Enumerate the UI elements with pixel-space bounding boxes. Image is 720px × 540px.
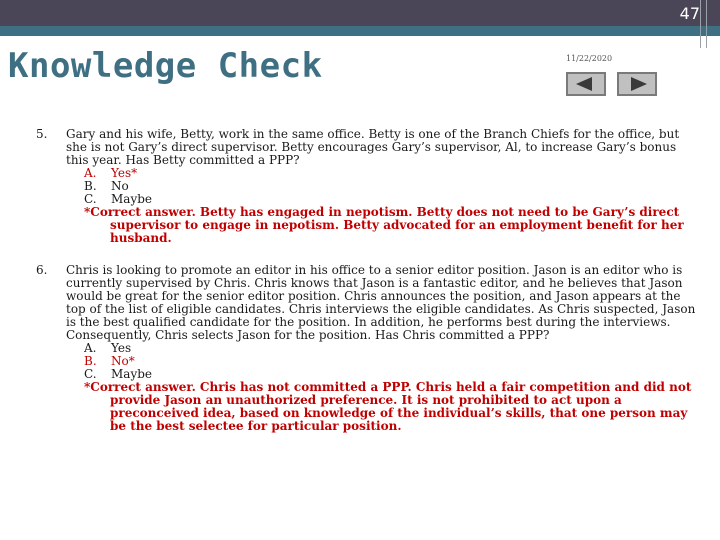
decorative-line	[700, 0, 701, 48]
option-text: No	[111, 179, 129, 193]
page-title: Knowledge Check	[8, 46, 323, 86]
option-letter: C.	[84, 367, 97, 381]
option-b	[84, 180, 696, 193]
option-b	[84, 355, 696, 368]
correct-answer-explanation: *Correct answer. Chris has not committed a PPP. Chris held a fair competition and did not provide Jason an unauthorized preference. It is not prohibited to act upon a preconceived idea, based on knowledge of the individual’s skills, that one person may be the best selectee for particular position.	[84, 380, 692, 433]
option-letter: B.	[84, 179, 97, 193]
forward-arrow-icon	[619, 74, 655, 94]
option-a	[84, 167, 696, 180]
question-text: Gary and his wife, Betty, work in the same office. Betty is one of the Branch Chiefs for the office, but she is not Gary’s direct supervisor. Betty encourages Gary’s supervisor, Al, to increase Gary’s bonus this year. Has Betty committed a PPP?	[66, 127, 680, 167]
option-letter: B.	[84, 354, 97, 368]
question-text: Chris is looking to promote an editor in his office to a senior editor position. Jason is an editor who is currently supervised by Chris. Chris knows that Jason is a fantastic editor, and he believes that Jason would be great for the senior editor position. Chris announces the position, and Jason appears at the top of the list of eligible candidates. Chris interviews the eligible candidates. As Chris suspected, Jason is the best qualified candidate for the position. In addition, he performs best during the interviews. Consequently, Chris selects Jason for the position. Has Chris committed a PPP?	[66, 263, 696, 342]
correct-answer-explanation: *Correct answer. Betty has engaged in nepotism. Betty does not need to be Gary’s direct supervisor to engage in nepotism. Betty advocated for an employment benefit for her husband.	[84, 205, 684, 245]
option-letter: A.	[84, 166, 97, 180]
option-text: Maybe	[111, 192, 153, 206]
question-number: 5.	[36, 127, 48, 141]
question-number: 6.	[36, 263, 48, 277]
option-text: No*	[111, 354, 135, 368]
question-5	[36, 128, 696, 245]
question-6	[36, 264, 696, 433]
option-text: Yes*	[111, 166, 138, 180]
slide-date: 11/22/2020	[566, 54, 613, 63]
option-a	[84, 342, 696, 355]
back-arrow-icon	[568, 74, 604, 94]
previous-slide-button[interactable]	[566, 72, 606, 96]
slide-number: 47	[679, 4, 700, 23]
option-text: Maybe	[111, 367, 153, 381]
option-letter: A.	[84, 341, 97, 355]
next-slide-button[interactable]	[617, 72, 657, 96]
top-bar	[0, 0, 720, 26]
option-letter: C.	[84, 192, 97, 206]
option-text: Yes	[111, 341, 132, 355]
top-accent-bar	[0, 26, 720, 36]
decorative-line	[706, 0, 707, 48]
